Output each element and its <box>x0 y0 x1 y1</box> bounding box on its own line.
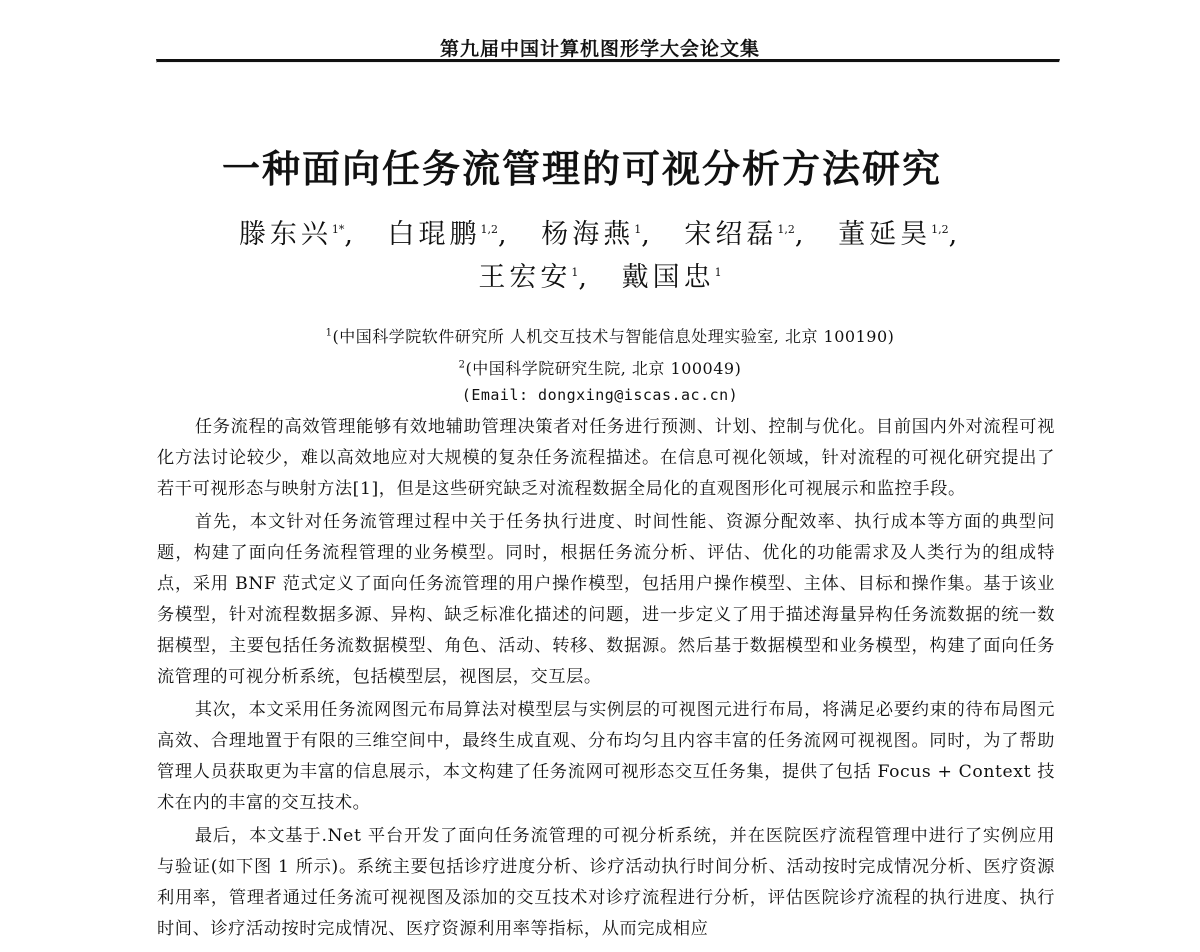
author: 滕东兴$^{1*}$ <box>238 219 345 250</box>
author: 王宏安$^1$ <box>478 262 579 293</box>
header-rule <box>156 59 1060 63</box>
affiliation-2: $^2$(中国科学院研究生院, 北京 100049) <box>458 359 742 378</box>
author: 白琨鹏$^{1,2}$ <box>387 219 499 250</box>
author-list-line-2: 王宏安$^1$, 戴国忠$^1$ <box>200 255 1000 294</box>
author-email: (Email: dongxing@iscas.ac.cn) <box>461 386 739 404</box>
paper-title: 一种面向任务流管理的可视分析方法研究 <box>221 146 942 191</box>
author: 戴国忠$^1$ <box>621 262 722 293</box>
paragraph: 最后，本文基于.Net 平台开发了面向任务流管理的可视分析系统，并在医院医疗流程管理中进行了实例应用与验证(如下图 1 所示)。系统主要包括诊疗进度分析、诊疗活动执行时间分析、活动按时完成情况分析、医疗资源利用率，管理者通过任务流可视视图及添加的交互技术对诊疗流程进行分析，评估医院诊疗流程的执行进度、执行时间、诊疗活动按时完成情况、医疗资源利用率等指标，从而完成相应 <box>157 826 1055 939</box>
author: 宋绍磊$^{1,2}$ <box>684 219 795 250</box>
author-list-line-1: 滕东兴$^{1*}$, 白琨鹏$^{1,2}$, 杨海燕$^1$, 宋绍磊$^{1,2}$, 董延昊$^{1,2}$, <box>200 212 1000 251</box>
author: 杨海燕$^1$ <box>541 219 642 250</box>
affiliation-1: $^1$(中国科学院软件研究所 人机交互技术与智能信息处理实验室, 北京 100190) <box>325 327 895 346</box>
author: 董延昊$^{1,2}$ <box>838 219 949 250</box>
paragraph: 其次，本文采用任务流网图元布局算法对模型层与实例层的可视图元进行布局，将满足必要约束的待布局图元高效、合理地置于有限的三维空间中，最终生成直观、分布均匀且内容丰富的任务流网可视视图。同时，为了帮助管理人员获取更为丰富的信息展示，本文构建了任务流网可视形态交互任务集，提供了包括 Focus + Context 技术在内的丰富的交互技术。 <box>157 700 1055 813</box>
running-head: 第九届中国计算机图形学大会论文集 <box>439 38 760 60</box>
paragraph: 首先，本文针对任务流管理过程中关于任务执行进度、时间性能、资源分配效率、执行成本等方面的典型问题，构建了面向任务流程管理的业务模型。同时，根据任务流分析、评估、优化的功能需求及人类行为的组成特点，采用 BNF 范式定义了面向任务流管理的用户操作模型，包括用户操作模型、主体、目标和操作集。基于该业务模型，针对流程数据多源、异构、缺乏标准化描述的问题，进一步定义了用于描述海量异构任务流数据的统一数据模型，主要包括任务流数据模型、角色、活动、转移、数据源。然后基于数据模型和业务模型，构建了面向任务流管理的可视分析系统，包括模型层，视图层，交互层。 <box>157 512 1055 687</box>
abstract-body <box>157 412 1055 947</box>
paragraph: 任务流程的高效管理能够有效地辅助管理决策者对任务进行预测、计划、控制与优化。目前国内外对流程可视化方法讨论较少，难以高效地应对大规模的复杂任务流程描述。在信息可视化领域，针对流程的可视化研究提出了若干可视形态与映射方法[1]，但是这些研究缺乏对流程数据全局化的直观图形化可视展示和监控手段。 <box>157 417 1055 499</box>
